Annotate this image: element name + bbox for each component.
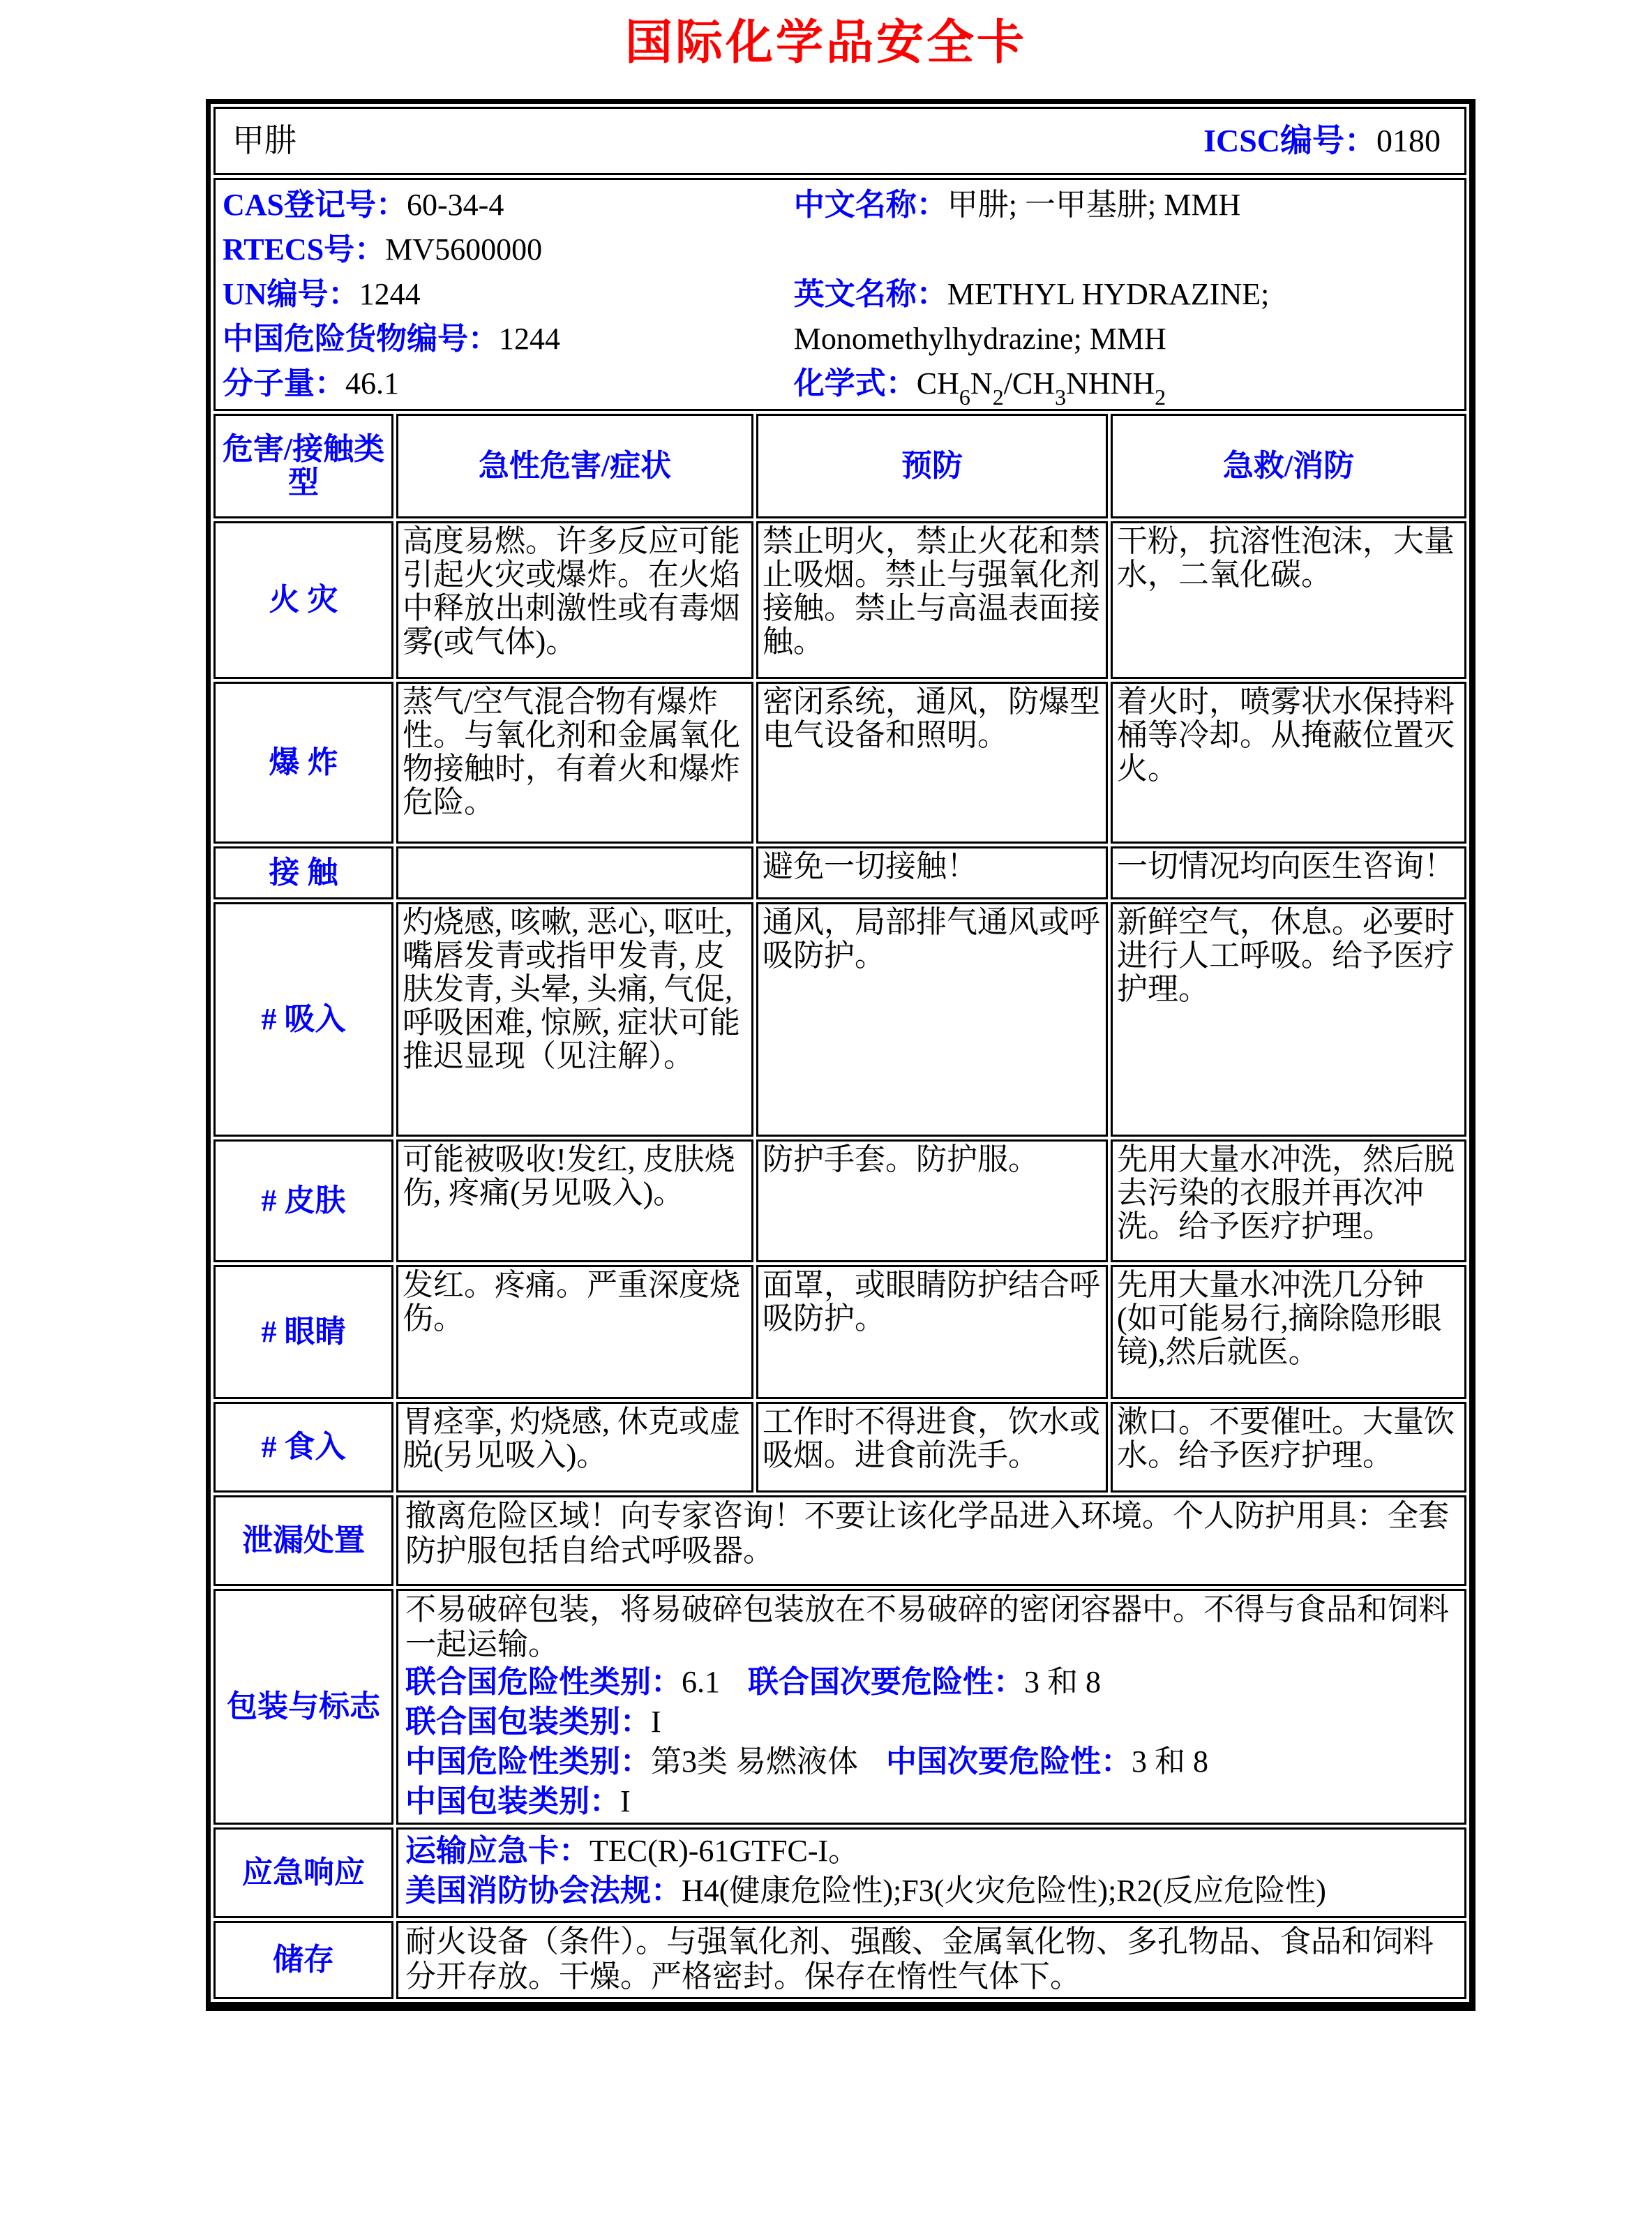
cn-hazard-class-value: 第3类 易燃液体: [651, 1744, 858, 1779]
icsc-number-label: ICSC编号：: [1203, 123, 1377, 158]
cn-dg-number-value: 1244: [499, 322, 560, 356]
transport-emergency-card-value: TEC(R)-61GTFC-I。: [590, 1834, 859, 1868]
cn-pack-group-line: [405, 1781, 1457, 1821]
contact-first-aid: 一切情况均向医生咨询！: [1111, 846, 1466, 899]
packing-intro: 不易破碎包装，将易破碎包装放在不易破碎的密闭容器中。不得与食品和饲料一起运输。: [405, 1592, 1449, 1661]
ingestion-label: # 食入: [213, 1402, 393, 1493]
chinese-name-line: [794, 183, 1464, 227]
nfpa-code-line: [405, 1871, 1457, 1910]
chinese-name-label: 中文名称：: [793, 188, 947, 222]
un-subsidiary-risk-value: 3 和 8: [1024, 1665, 1101, 1699]
molecular-weight-line: [223, 361, 794, 406]
col-header-first-aid: 急救/消防: [1111, 414, 1466, 518]
section-row-storage: [213, 1921, 1466, 1999]
hazard-row-eyes: [213, 1265, 1466, 1399]
identifiers-left-column: [223, 183, 794, 406]
un-hazard-class-value: 6.1: [682, 1665, 720, 1699]
un-number-label: UN编号：: [223, 277, 359, 311]
un-hazard-class-line: [405, 1662, 1457, 1702]
hazard-row-ingestion: [213, 1402, 1466, 1493]
emergency-content: [396, 1827, 1466, 1918]
chemical-formula-label: 化学式：: [793, 366, 917, 401]
col-header-symptoms: 急性危害/症状: [396, 414, 753, 518]
un-subsidiary-risk-label: 联合国次要危险性：: [748, 1665, 1024, 1699]
english-name-line-2: [794, 317, 1464, 361]
skin-first-aid: 先用大量水冲洗，然后脱去污染的衣服并再次冲洗。给予医疗护理。: [1111, 1139, 1466, 1262]
skin-label: # 皮肤: [213, 1139, 393, 1262]
fire-prevention: 禁止明火，禁止火花和禁止吸烟。禁止与强氧化剂接触。禁止与高温表面接触。: [756, 521, 1108, 679]
identifiers-row: [213, 178, 1466, 411]
skin-prevention: 防护手套。防护服。: [756, 1139, 1108, 1262]
fire-label: 火 灾: [213, 521, 393, 679]
cn-subsidiary-risk-label: 中国次要危险性：: [886, 1744, 1132, 1779]
eyes-prevention: 面罩，或眼睛防护结合呼吸防护。: [756, 1265, 1108, 1399]
spill-label: 泄漏处置: [213, 1495, 393, 1586]
hazard-row-fire: [213, 521, 1466, 679]
hazard-header-row: [213, 414, 1466, 518]
cas-number-label: CAS登记号：: [223, 188, 407, 222]
cas-number-line: [223, 183, 794, 227]
un-hazard-class-label: 联合国危险性类别：: [405, 1665, 682, 1699]
explosion-label: 爆 炸: [213, 682, 393, 844]
eyes-label: # 眼睛: [213, 1265, 393, 1399]
cn-subsidiary-risk-value: 3 和 8: [1132, 1744, 1208, 1779]
identifiers-wrap: [223, 183, 1464, 410]
un-number-value: 1244: [359, 277, 421, 311]
un-pack-group-label: 联合国包装类别：: [405, 1705, 651, 1739]
transport-emergency-card-line: [405, 1831, 1457, 1871]
cn-hazard-class-line: [405, 1742, 1457, 1781]
cn-pack-group-value: I: [620, 1784, 631, 1818]
storage-label: 储存: [213, 1921, 393, 1999]
section-row-spill: [213, 1495, 1466, 1586]
cn-dg-number-line: [223, 317, 794, 361]
transport-emergency-card-label: 运输应急卡：: [405, 1834, 590, 1868]
spacer-line: [794, 227, 1464, 272]
storage-content: 耐火设备（条件）。与强氧化剂、强酸、金属氧化物、多孔物品、食品和饲料分开存放。干燥。严格密封。保存在惰性气体下。: [396, 1921, 1466, 1999]
ingestion-first-aid: 漱口。不要催吐。大量饮水。给予医疗护理。: [1111, 1402, 1466, 1493]
card-title-flex: [220, 124, 1460, 158]
hazard-row-skin: [213, 1139, 1466, 1262]
hazard-row-contact: [213, 846, 1466, 899]
col-header-hazard-type: 危害/接触类型: [213, 414, 393, 518]
fire-symptoms: 高度易燃。许多反应可能引起火灾或爆炸。在火焰中释放出刺激性或有毒烟雾(或气体)。: [396, 521, 753, 679]
inhalation-first-aid: 新鲜空气，休息。必要时进行人工呼吸。给予医疗护理。: [1111, 902, 1466, 1137]
rtecs-number-line: [223, 227, 794, 272]
cn-hazard-class-label: 中国危险性类别：: [405, 1744, 651, 1779]
inhalation-symptoms: 灼烧感, 咳嗽, 恶心, 呕吐, 嘴唇发青或指甲发青, 皮肤发青, 头晕, 头痛, 气促, 呼吸困难, 惊厥, 症状可能推迟显现（见注解）。: [396, 902, 753, 1137]
eyes-first-aid: 先用大量水冲洗几分钟(如可能易行,摘除隐形眼镜),然后就医。: [1111, 1265, 1466, 1399]
hazard-row-explosion: [213, 682, 1466, 844]
english-name-value-1: METHYL HYDRAZINE;: [947, 277, 1270, 311]
un-number-line: [223, 272, 794, 317]
english-name-value-2: Monomethylhydrazine; MMH: [793, 322, 1166, 356]
inhalation-label: # 吸入: [213, 902, 393, 1137]
spill-content: 撤离危险区域！向专家咨询！不要让该化学品进入环境。个人防护用具：全套防护服包括自给式呼吸器。: [396, 1495, 1466, 1586]
rtecs-number-value: MV5600000: [385, 232, 543, 267]
contact-label: 接 触: [213, 846, 393, 899]
col-header-prevention: 预防: [756, 414, 1108, 518]
inhalation-prevention: 通风，局部排气通风或呼吸防护。: [756, 902, 1108, 1137]
eyes-symptoms: 发红。疼痛。严重深度烧伤。: [396, 1265, 753, 1399]
explosion-prevention: 密闭系统，通风，防爆型电气设备和照明。: [756, 682, 1108, 844]
chinese-name-value: 甲肼; 一甲基肼; MMH: [947, 188, 1241, 222]
icsc-number-value: 0180: [1376, 123, 1441, 158]
english-name-line-1: [794, 272, 1464, 317]
un-pack-group-value: I: [651, 1705, 661, 1739]
english-name-label: 英文名称：: [793, 277, 947, 311]
molecular-weight-value: 46.1: [345, 366, 399, 401]
ingestion-prevention: 工作时不得进食，饮水或吸烟。进食前洗手。: [756, 1402, 1108, 1493]
explosion-symptoms: 蒸气/空气混合物有爆炸性。与氧化剂和金属氧化物接触时，有着火和爆炸危险。: [396, 682, 753, 844]
explosion-first-aid: 着火时，喷雾状水保持料桶等冷却。从掩蔽位置灭火。: [1111, 682, 1466, 844]
ingestion-symptoms: 胃痉挛, 灼烧感, 休克或虚脱(另见吸入)。: [396, 1402, 753, 1493]
molecular-weight-label: 分子量：: [223, 366, 345, 401]
nfpa-code-label: 美国消防协会法规：: [405, 1874, 682, 1908]
nfpa-code-value: H4(健康危险性);F3(火灾危险性);R2(反应危险性): [682, 1874, 1326, 1908]
skin-symptoms: 可能被吸收!发红, 皮肤烧伤, 疼痛(另见吸入)。: [396, 1139, 753, 1262]
fire-first-aid: 干粉，抗溶性泡沫，大量水，二氧化碳。: [1111, 521, 1466, 679]
page-title: 国际化学品安全卡: [624, 16, 1027, 69]
cn-pack-group-label: 中国包装类别：: [405, 1784, 620, 1818]
un-pack-group-line: [405, 1702, 1457, 1742]
contact-prevention: 避免一切接触！: [756, 846, 1108, 899]
section-row-packing: [213, 1589, 1466, 1825]
packing-label: 包装与标志: [213, 1589, 393, 1825]
substance-name: 甲肼: [232, 123, 296, 158]
rtecs-number-label: RTECS号：: [223, 232, 386, 267]
section-row-emergency: [213, 1827, 1466, 1918]
identifiers-right-column: [793, 183, 1464, 410]
emergency-label: 应急响应: [213, 1827, 393, 1918]
chemical-formula-line: [793, 361, 1464, 410]
hazard-row-inhalation: [213, 902, 1466, 1137]
card-title-row: [213, 107, 1466, 175]
icsc-card-table: [206, 99, 1475, 2011]
icsc-number-group: [1203, 124, 1460, 158]
chemical-formula: $CH_6N_2/CH_3NHNH_2$: [916, 366, 1166, 410]
cas-number-value: 60-34-4: [407, 188, 504, 222]
card-title-cell: [213, 107, 1466, 175]
identifiers-cell: [213, 178, 1466, 411]
contact-symptoms: [396, 846, 753, 899]
cn-dg-number-label: 中国危险货物编号：: [223, 322, 499, 356]
packing-content: [396, 1589, 1466, 1825]
